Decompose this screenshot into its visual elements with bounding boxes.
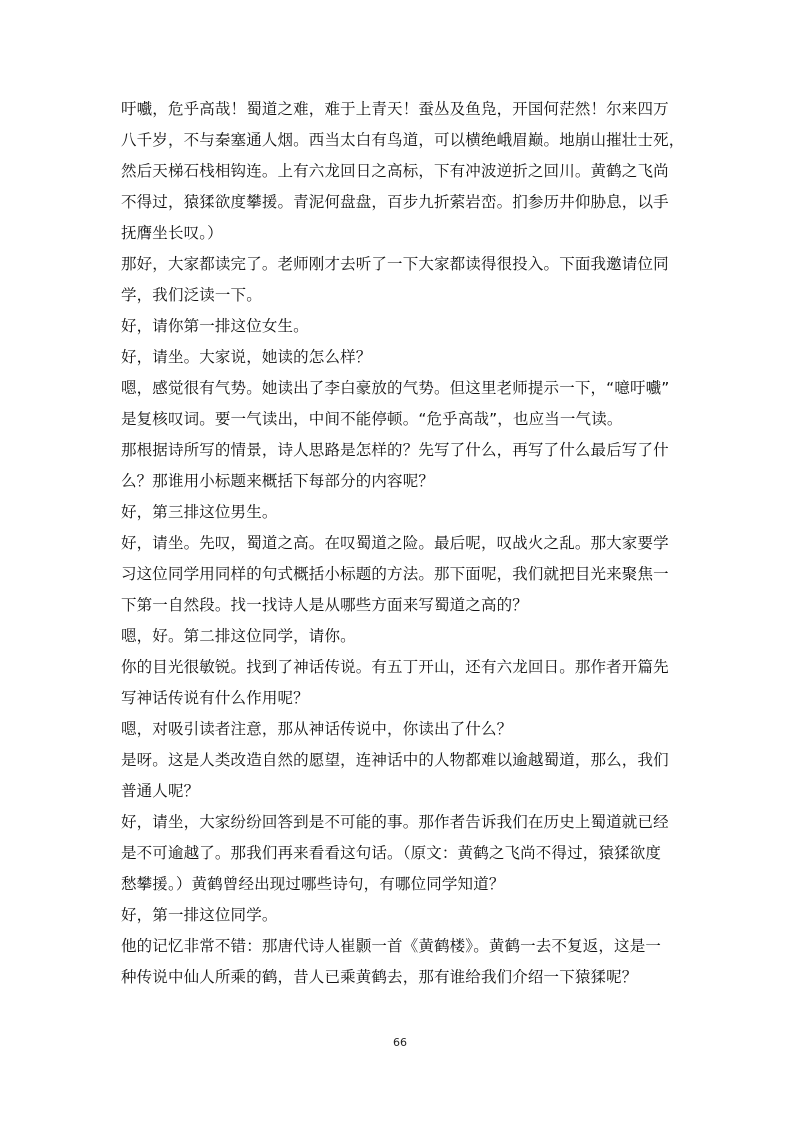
text-line: 写神话传说有什么作用呢？ <box>121 689 309 707</box>
text-line: 学，我们泛读一下。 <box>121 286 262 304</box>
text-line: 是复核叹词。要一气读出，中间不能停顿。“危乎高哉”，也应当一气读。 <box>121 410 623 428</box>
text-line: 那根据诗所写的情景，诗人思路是怎样的？先写了什么，再写了什么最后写了什 <box>121 441 669 459</box>
text-line: 愁攀援。）黄鹤曾经出现过哪些诗句，有哪位同学知道？ <box>121 875 505 893</box>
text-line: 然后天梯石栈相钩连。上有六龙回日之高标，下有冲波逆折之回川。黄鹤之飞尚 <box>121 162 669 180</box>
text-line: 是不可逾越了。那我们再来看看这句话。（原文：黄鹤之飞尚不得过，猿猱欲度 <box>121 844 662 862</box>
text-line: 不得过，猿猱欲度攀援。青泥何盘盘，百步九折萦岩峦。扪参历井仰胁息，以手 <box>121 193 669 211</box>
text-line: 好，请你第一排这位女生。 <box>121 317 309 335</box>
text-line: 么？那谁用小标题来概括下每部分的内容呢？ <box>121 472 435 490</box>
text-line: 种传说中仙人所乘的鹤，昔人已乘黄鹤去，那有谁给我们介绍一下猿猱呢？ <box>121 968 638 986</box>
text-line: 那好，大家都读完了。老师刚才去听了一下大家都读得很投入。下面我邀请位同 <box>121 255 669 273</box>
text-line: 他的记忆非常不错：那唐代诗人崔颢一首《黄鹤楼》。黄鹤一去不复返，这是一 <box>121 937 662 955</box>
text-line: 是呀。这是人类改造自然的愿望，连神话中的人物都难以逾越蜀道，那么，我们 <box>121 751 669 769</box>
text-line: 八千岁，不与秦塞通人烟。西当太白有鸟道，可以横绝峨眉巅。地崩山摧壮士死， <box>121 131 685 149</box>
document-body <box>121 94 685 993</box>
text-line: 好，第一排这位同学。 <box>121 906 278 924</box>
page-number: 66 <box>393 1036 407 1049</box>
text-line: 嗯，好。第二排这位同学，请你。 <box>121 627 356 645</box>
text-line: 嗯，感觉很有气势。她读出了李白豪放的气势。但这里老师提示一下，“噫吁嚱” <box>121 379 670 397</box>
text-line: 普通人呢？ <box>121 782 200 800</box>
text-line: 好，第三排这位男生。 <box>121 503 278 521</box>
text-line: 习这位同学用同样的句式概括小标题的方法。那下面呢，我们就把目光来聚焦一 <box>121 565 669 583</box>
text-line: 下第一自然段。找一找诗人是从哪些方面来写蜀道之高的？ <box>121 596 528 614</box>
text-line: 嗯，对吸引读者注意，那从神话传说中，你读出了什么？ <box>121 720 513 738</box>
text-line: 吁嚱，危乎高哉！蜀道之难，难于上青天！蚕丛及鱼凫，开国何茫然！尔来四万 <box>121 100 669 118</box>
text-line: 好，请坐。先叹，蜀道之高。在叹蜀道之险。最后呢，叹战火之乱。那大家要学 <box>121 534 669 552</box>
text-line: 好，请坐，大家纷纷回答到是不可能的事。那作者告诉我们在历史上蜀道就已经 <box>121 813 669 831</box>
text-line: 抚膺坐长叹。） <box>121 224 223 242</box>
text-line: 你的目光很敏锐。找到了神话传说。有五丁开山，还有六龙回日。那作者开篇先 <box>121 658 669 676</box>
text-line: 好，请坐。大家说，她读的怎么样？ <box>121 348 372 366</box>
